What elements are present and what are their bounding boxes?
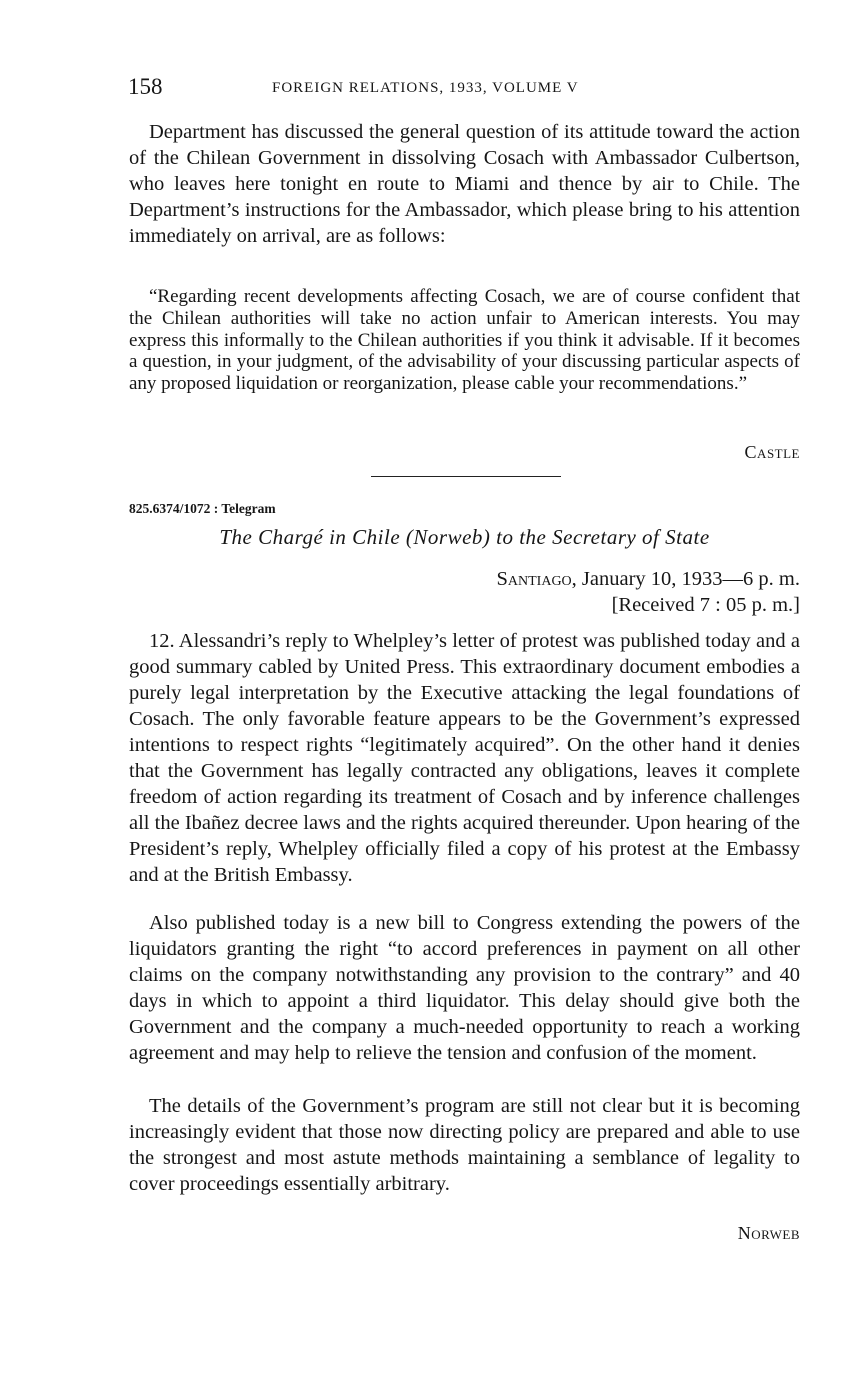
- page-header: [128, 74, 800, 104]
- signature-norweb: Norweb: [737, 1223, 800, 1243]
- telegram-paragraph-2: Also published today is a new bill to Congress extending the powers of the liquidators granting the right “to accord preferences in payment on all other claims on the company notwithstanding any provision to the contrary” and 40 days in which to appoint a third liquidator. This delay should give both the Government and the company a much-needed opportunity to reach a working agreement and may help to relieve the tension and confusion of the moment.: [129, 912, 800, 1064]
- quoted-instructions: “Regarding recent developments affecting Cosach, we are of course confident that the Chilean authorities will take no action unfair to American interests. You may express this informally to the Chilean authorities if you think it advisable. If it becomes a question, in your judgment, of the advisability of your discussing particular aspects of any proposed liquidation or reorganization, please cable your recommendations.”: [129, 286, 800, 395]
- page-number: 158: [128, 74, 163, 99]
- telegram-paragraph-1: 12. Alessandri’s reply to Whelpley’s letter of protest was published today and a good summary cabled by United Press. This extraordinary document embodies a purely legal interpretation by the Executive attacking the legal foundations of Cosach. The only favorable feature appears to be the Government’s expressed intentions to respect rights “legitimately acquired”. On the other hand it denies that the Government has legally contracted any obligations, leaves it complete freedom of action regarding its treatment of Cosach and by inference challenges all the Ibañez decree laws and the rights acquired thereunder. Upon hearing of the President’s reply, Whelpley officially filed a copy of his protest at the Embassy and at the British Embassy.: [129, 630, 800, 886]
- running-title: FOREIGN RELATIONS, 1933, VOLUME V: [272, 80, 579, 96]
- dateline-date: , January 10, 1933—6 p. m.: [571, 568, 800, 590]
- telegram-paragraph-3: The details of the Government’s program are still not clear but it is becoming increasingly evident that those now directing policy are prepared and able to use the strongest and most astute methods maintaining a semblance of legality to cover proceedings essentially arbitrary.: [129, 1095, 800, 1195]
- opening-paragraph: Department has discussed the general question of its attitude toward the action of the Chilean Government in dissolving Cosach with Ambassador Culbertson, who leaves here tonight en route to Miami and thence by air to Chile. The Department’s instructions for the Ambassador, which please bring to his attention immediately on arrival, are as follows:: [129, 121, 800, 247]
- received-time: [Received 7 : 05 p. m.]: [611, 594, 800, 616]
- section-divider: [371, 476, 561, 477]
- dateline-place: Santiago: [496, 568, 572, 590]
- dateline: [497, 568, 801, 591]
- document-title: The Chargé in Chile (Norweb) to the Secretary of State: [219, 525, 710, 549]
- file-reference: 825.6374/1072 : Telegram: [129, 501, 276, 516]
- signature-castle: Castle: [744, 442, 800, 462]
